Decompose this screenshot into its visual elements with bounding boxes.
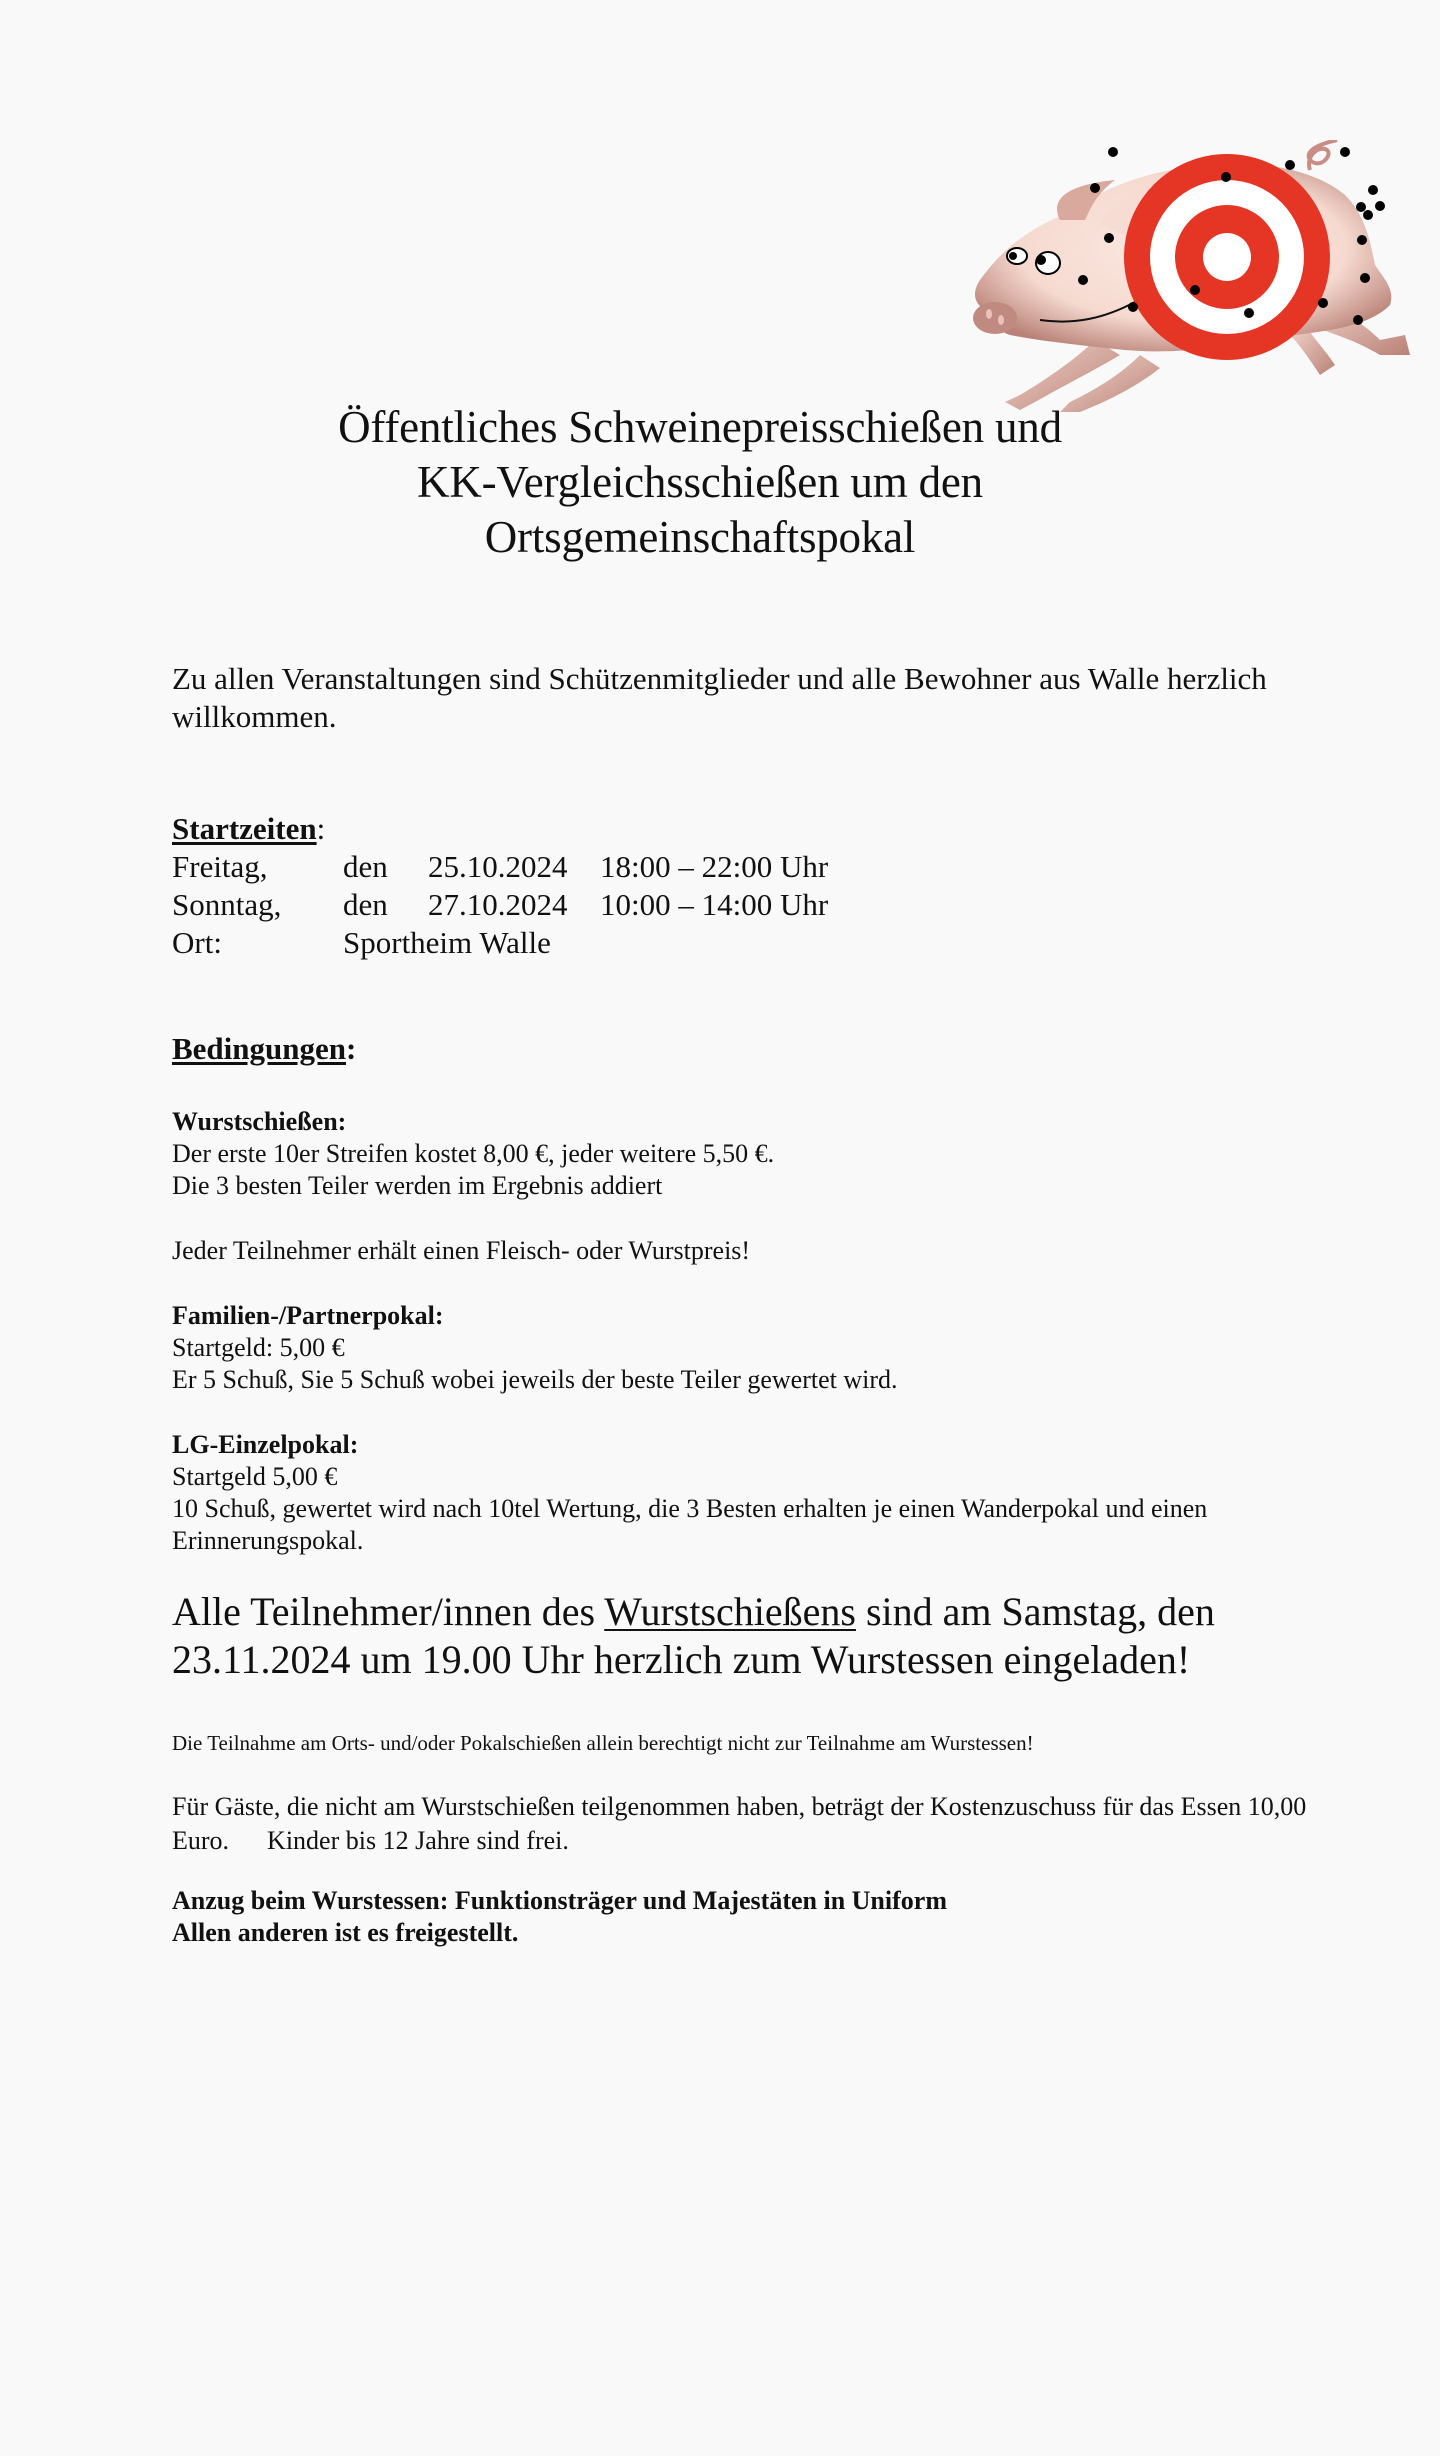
pig-tail xyxy=(1309,140,1337,170)
title-line: KK-Vergleichsschießen um den xyxy=(417,457,983,507)
heading-colon: : xyxy=(346,1031,357,1066)
section-lg-einzelpokal xyxy=(172,1429,1292,1557)
schedule-date: 27.10.2024 xyxy=(428,887,568,922)
pig-with-target-icon xyxy=(965,140,1435,415)
dress-code-line: Allen anderen ist es freigestellt. xyxy=(172,1918,519,1947)
title-line: Öffentliches Schweinepreisschießen und xyxy=(338,402,1062,452)
target-icon xyxy=(1124,154,1330,360)
section-line: Der erste 10er Streifen kostet 8,00 €, jeder weitere 5,50 €. xyxy=(172,1139,775,1168)
guests-note xyxy=(172,1790,1312,1858)
dress-code-line: Anzug beim Wurstessen: Funktionsträger und Majestäten in Uniform xyxy=(172,1886,947,1915)
intro-text: Zu allen Veranstaltungen sind Schützenmitglieder und alle Bewohner aus Walle herzlich willkommen. xyxy=(172,661,1267,734)
dress-code xyxy=(172,1885,1312,1949)
heading-colon: : xyxy=(316,811,326,846)
invitation-part1: Alle Teilnehmer/innen des xyxy=(172,1589,605,1634)
start-times-heading xyxy=(172,810,325,848)
section-line: Startgeld 5,00 € xyxy=(172,1462,338,1491)
prize-note: Jeder Teilnehmer erhält einen Fleisch- oder Wurstpreis! xyxy=(172,1236,751,1265)
location-label: Ort: xyxy=(172,925,222,960)
invitation-disclaimer: Die Teilnahme am Orts- und/oder Pokalschießen allein berechtigt nicht zur Teilnahme am Wurstessen! xyxy=(172,1731,1034,1755)
schedule-time: 10:00 – 14:00 Uhr xyxy=(600,887,829,922)
pig-snout xyxy=(973,302,1017,334)
invitation-part2: sind am Samstag, den 23.11.2024 um 19.00 Uhr herzlich zum Wurstessen eingeladen! xyxy=(172,1589,1215,1682)
start-times-heading-label: Startzeiten xyxy=(172,811,317,846)
section-line: Die 3 besten Teiler werden im Ergebnis addiert xyxy=(172,1171,663,1200)
invitation-underlined: Wurstschießens xyxy=(604,1589,856,1634)
invitation-text xyxy=(172,1588,1312,1684)
section-line: Startgeld: 5,00 € xyxy=(172,1333,345,1362)
section-line: Er 5 Schuß, Sie 5 Schuß wobei jeweils der beste Teiler gewertet wird. xyxy=(172,1365,898,1394)
schedule-den: den xyxy=(343,887,388,922)
section-heading: Wurstschießen: xyxy=(172,1107,347,1136)
section-familien-pokal xyxy=(172,1300,1292,1396)
schedule-den: den xyxy=(343,849,388,884)
guests-children: Kinder bis 12 Jahre sind frei. xyxy=(267,1826,569,1855)
section-heading: Familien-/Partnerpokal: xyxy=(172,1301,444,1330)
guests-cost: Für Gäste, die nicht am Wurstschießen teilgenommen haben, beträgt der Kostenzuschuss für das Essen 10,00 Euro. xyxy=(172,1792,1307,1855)
page-title xyxy=(0,400,1440,565)
schedule-day: Sonntag, xyxy=(172,887,282,922)
section-wurstschiessen xyxy=(172,1106,1292,1202)
schedule-date: 25.10.2024 xyxy=(428,849,568,884)
conditions-heading-label: Bedingungen xyxy=(172,1031,347,1066)
title-line: Ortsgemeinschaftspokal xyxy=(484,512,916,562)
section-line: 10 Schuß, gewertet wird nach 10tel Wertung, die 3 Besten erhalten je einen Wanderpokal und einen Erinnerungspokal. xyxy=(172,1494,1208,1555)
location-value: Sportheim Walle xyxy=(343,925,551,960)
schedule-time: 18:00 – 22:00 Uhr xyxy=(600,849,829,884)
conditions-heading xyxy=(172,1030,356,1068)
schedule-day: Freitag, xyxy=(172,849,268,884)
section-heading: LG-Einzelpokal: xyxy=(172,1430,359,1459)
